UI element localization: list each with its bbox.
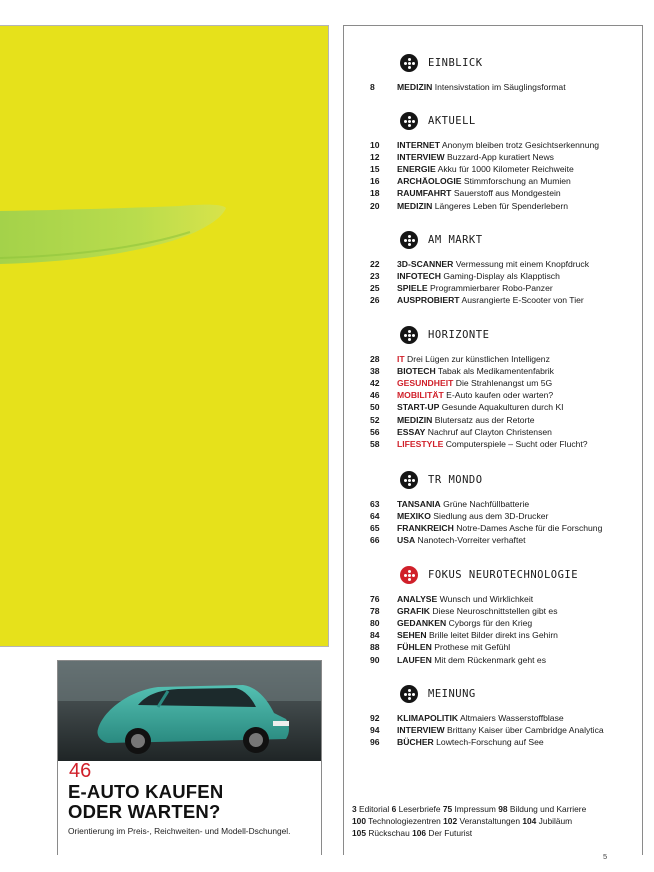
section-header (400, 325, 489, 345)
toc-entry[interactable] (344, 712, 642, 724)
toc-entry-text (397, 605, 558, 617)
toc-entry-text (397, 294, 584, 306)
section-header (400, 470, 483, 490)
toc-entry-page: 26 (370, 295, 380, 306)
toc-entry[interactable] (344, 617, 642, 629)
toc-entry-page: 42 (370, 378, 380, 389)
misc-index-line-2 (352, 815, 572, 827)
section-dots-icon (400, 566, 418, 584)
toc-entry-text (397, 139, 599, 151)
toc-entry-text (397, 654, 546, 666)
toc-entry-text (397, 81, 566, 93)
misc-page-number: 6 (391, 804, 397, 814)
toc-entry-page: 12 (370, 152, 380, 163)
toc-entry-text (397, 200, 568, 212)
toc-entry[interactable] (344, 593, 642, 605)
misc-item-label: Jubiläum (538, 816, 573, 826)
toc-entry-page: 56 (370, 426, 380, 437)
section-header (400, 684, 476, 704)
toc-entry-keyword: MEXIKO (397, 511, 431, 522)
section-title: MEINUNG (428, 688, 476, 700)
surfboard-illustration (0, 26, 329, 647)
toc-entry-text (397, 175, 571, 187)
toc-entry-page: 94 (370, 725, 380, 736)
section-title: TR MONDO (428, 474, 483, 486)
toc-entry-keyword: INTERVIEW (397, 152, 445, 163)
toc-entry-keyword: FRANKREICH (397, 523, 454, 534)
toc-entry-text (397, 163, 574, 175)
misc-page-number: 104 (522, 816, 537, 826)
feature-page-number: 46 (69, 760, 92, 782)
toc-entry-page: 52 (370, 414, 380, 425)
toc-entry-keyword: MEDIZIN (397, 414, 433, 425)
toc-entry[interactable] (344, 510, 642, 522)
toc-entry-title: Grüne Nachfüllbatterie (443, 499, 530, 509)
toc-entry[interactable] (344, 294, 642, 306)
toc-entry-text (397, 389, 553, 401)
toc-entry-title: Brille leitet Bilder direkt ins Gehirn (429, 630, 558, 641)
feature-title[interactable]: E-AUTO KAUFEN ODER WARTEN? (68, 781, 224, 822)
toc-entry-keyword: ANALYSE (397, 594, 438, 604)
section-title: FOKUS NEUROTECHNOLOGIE (428, 569, 579, 581)
toc-entry-text (397, 736, 544, 748)
toc-entry-page: 76 (370, 594, 380, 604)
misc-page-number: 75 (442, 804, 453, 814)
toc-entry[interactable] (344, 534, 642, 546)
toc-entry-title: Anonym bleiben trotz Gesichtserkennung (441, 140, 600, 150)
toc-entry[interactable] (344, 365, 642, 377)
toc-entry-title: Gaming-Display als Klapptisch (443, 271, 560, 282)
toc-entry-page: 28 (370, 354, 380, 364)
toc-entry-keyword: IT (397, 354, 405, 364)
toc-entry-keyword: TANSANIA (397, 499, 441, 509)
toc-entry[interactable] (344, 641, 642, 653)
section-dots-icon (400, 54, 418, 72)
misc-page-number: 98 (498, 804, 508, 814)
toc-entry[interactable] (344, 175, 642, 187)
toc-entry-text (397, 414, 535, 426)
toc-entry-title: Cyborgs für den Krieg (448, 618, 533, 629)
toc-entry-page: 25 (370, 283, 380, 294)
toc-entry-keyword: FÜHLEN (397, 642, 432, 653)
section-title: AM MARKT (428, 234, 483, 246)
toc-entry-text (397, 377, 552, 389)
misc-page-number: 106 (412, 828, 427, 838)
toc-entry-title: Drei Lügen zur künstlichen Intelligenz (407, 354, 550, 364)
toc-entry-keyword: ARCHÄOLOGIE (397, 176, 462, 187)
toc-entry-page: 46 (370, 390, 380, 401)
toc-entry-title: Längeres Leben für Spenderlebern (434, 200, 569, 211)
toc-entry-text (397, 282, 553, 294)
toc-entry-page: 96 (370, 737, 380, 748)
toc-entry-keyword: START-UP (397, 402, 440, 413)
toc-entry[interactable] (344, 414, 642, 426)
feature-car-photo (58, 661, 322, 761)
misc-item-label: Rückschau (368, 828, 410, 838)
toc-entry-keyword: ESSAY (397, 426, 426, 437)
toc-entry-keyword: GEDANKEN (397, 618, 447, 629)
toc-entry[interactable] (344, 163, 642, 175)
toc-entry[interactable] (344, 187, 642, 199)
toc-entry[interactable] (344, 401, 642, 413)
toc-entry-page: 88 (370, 642, 380, 653)
toc-entry[interactable] (344, 736, 642, 748)
toc-entry-title: Nachruf auf Clayton Christensen (427, 426, 552, 437)
toc-entry[interactable] (344, 426, 642, 438)
misc-page-number: 3 (352, 804, 357, 814)
toc-entry-page: 20 (370, 200, 380, 211)
toc-entry-page: 22 (370, 259, 380, 269)
misc-item-label: Leserbriefe (398, 804, 441, 814)
misc-index-line-1 (352, 803, 586, 815)
toc-entry-page: 92 (370, 713, 380, 723)
table-of-contents (343, 25, 643, 855)
toc-entry-keyword: LAUFEN (397, 654, 432, 665)
toc-entry[interactable] (344, 139, 642, 151)
toc-entry-title: Tabak als Medikamentenfabrik (437, 366, 554, 377)
toc-entry[interactable] (344, 377, 642, 389)
toc-entry-keyword: INTERVIEW (397, 725, 445, 736)
misc-index-line-3 (352, 827, 472, 839)
toc-entry-title: Prothese mit Gefühl (434, 642, 511, 653)
toc-entry-keyword: RAUMFAHRT (397, 188, 452, 199)
toc-entry-text (397, 641, 510, 653)
toc-entry[interactable] (344, 200, 642, 212)
toc-entry-text (397, 617, 532, 629)
toc-entry-text (397, 365, 554, 377)
toc-entry-title: Notre-Dames Asche für die Forschung (456, 523, 603, 534)
toc-entry-text (397, 629, 558, 641)
toc-entry[interactable] (344, 353, 642, 365)
toc-entry-keyword: MEDIZIN (397, 82, 433, 92)
toc-entry-text (397, 151, 554, 163)
toc-entry-keyword: GRAFIK (397, 606, 430, 617)
section-dots-icon (400, 326, 418, 344)
feature-subtitle: Orientierung im Preis-, Reichweiten- und Modell-Dschungel. (68, 826, 291, 836)
toc-entry-page: 10 (370, 140, 380, 150)
toc-entry-title: Akku für 1000 Kilometer Reichweite (437, 164, 574, 175)
toc-entry-title: Lowtech-Forschung auf See (436, 737, 544, 748)
toc-entry-title: Gesunde Aquakulturen durch KI (441, 402, 564, 413)
toc-entry-page: 65 (370, 523, 380, 534)
misc-page-number: 100 (352, 816, 366, 826)
toc-entry-page: 38 (370, 366, 380, 377)
toc-entry-keyword: BÜCHER (397, 737, 434, 748)
misc-item-label: Veranstaltungen (459, 816, 520, 826)
toc-entry-page: 15 (370, 164, 380, 175)
toc-entry-keyword: AUSPROBIERT (397, 295, 460, 306)
toc-entry-title: Programmierbarer Robo-Panzer (429, 283, 553, 294)
toc-entry-page: 50 (370, 402, 380, 413)
toc-entry-page: 84 (370, 630, 380, 641)
toc-entry-text (397, 510, 548, 522)
toc-entry-title: Vermessung mit einem Knopfdruck (455, 259, 590, 269)
toc-entry[interactable] (344, 724, 642, 736)
toc-entry-page: 80 (370, 618, 380, 629)
toc-entry-title: Sauerstoff aus Mondgestein (453, 188, 561, 199)
toc-entry-keyword: MEDIZIN (397, 200, 433, 211)
toc-entry-keyword: BIOTECH (397, 366, 436, 377)
toc-entry-keyword: ENERGIE (397, 164, 436, 175)
toc-entry-text (397, 498, 529, 510)
toc-entry[interactable] (344, 438, 642, 450)
toc-entry[interactable] (344, 258, 642, 270)
toc-entry-text (397, 270, 560, 282)
toc-entry-keyword: SPIELE (397, 283, 428, 294)
misc-item-label: Bildung und Karriere (509, 804, 587, 814)
toc-entry-title: Mit dem Rückenmark geht es (434, 654, 547, 665)
section-title: HORIZONTE (428, 329, 490, 341)
misc-page-number: 102 (443, 816, 458, 826)
toc-entry-keyword: INTERNET (397, 140, 440, 150)
toc-entry-page: 23 (370, 271, 380, 282)
toc-entry-title: Die Strahlenangst um 5G (455, 378, 553, 389)
toc-entry-text (397, 712, 564, 724)
toc-entry[interactable] (344, 151, 642, 163)
toc-entry-page: 66 (370, 535, 380, 546)
toc-entry[interactable] (344, 654, 642, 666)
section-header (400, 565, 578, 585)
toc-entry-text (397, 534, 526, 546)
toc-entry-keyword: GESUNDHEIT (397, 378, 454, 389)
toc-entry-title: Siedlung aus dem 3D-Drucker (433, 511, 549, 522)
toc-entry[interactable] (344, 629, 642, 641)
toc-entry[interactable] (344, 270, 642, 282)
toc-entry-title: Nanotech-Vorreiter verhaftet (417, 535, 526, 546)
toc-entry-page: 58 (370, 438, 380, 449)
section-title: AKTUELL (428, 115, 476, 127)
toc-entry-page: 90 (370, 654, 380, 665)
toc-entry-keyword: USA (397, 535, 416, 546)
toc-entry-title: Wunsch und Wirklichkeit (439, 594, 534, 604)
section-header (400, 230, 483, 250)
toc-entry-keyword: KLIMAPOLITIK (397, 713, 459, 723)
toc-entry-title: Altmaiers Wasserstoffblase (460, 713, 564, 723)
toc-entry[interactable] (344, 81, 642, 93)
section-dots-icon (400, 685, 418, 703)
toc-entry-text (397, 724, 604, 736)
section-header (400, 111, 476, 131)
toc-entry-page: 8 (370, 82, 375, 92)
toc-entry-title: Buzzard-App kuratiert News (446, 152, 554, 163)
toc-entry-text (397, 258, 589, 270)
misc-item-label: Der Futurist (428, 828, 473, 838)
toc-entry-title: Blutersatz aus der Retorte (434, 414, 535, 425)
section-dots-icon (400, 231, 418, 249)
toc-entry-title: Intensivstation im Säuglingsformat (434, 82, 566, 92)
toc-entry[interactable] (344, 282, 642, 294)
toc-entry-title: Ausrangierte E-Scooter von Tier (461, 295, 584, 306)
section-dots-icon (400, 112, 418, 130)
misc-item-label: Technologiezentren (368, 816, 441, 826)
toc-entry-page: 63 (370, 499, 380, 509)
toc-entry-title: E-Auto kaufen oder warten? (446, 390, 554, 401)
toc-entry-keyword: SEHEN (397, 630, 427, 641)
toc-entry[interactable] (344, 522, 642, 534)
toc-entry-keyword: LIFESTYLE (397, 438, 444, 449)
section-header (400, 53, 483, 73)
toc-entry-keyword: MOBILITÄT (397, 390, 444, 401)
section-title: EINBLICK (428, 57, 483, 69)
cover-image-yellow (0, 25, 329, 647)
toc-entry[interactable] (344, 498, 642, 510)
section-dots-icon (400, 471, 418, 489)
toc-entry-page: 78 (370, 606, 380, 617)
toc-entry-text (397, 187, 561, 199)
toc-entry-page: 18 (370, 188, 380, 199)
toc-entry-text (397, 426, 552, 438)
toc-entry-title: Stimmforschung an Mumien (463, 176, 571, 187)
toc-entry-text (397, 593, 533, 605)
toc-entry-title: Diese Neuroschnittstellen gibt es (432, 606, 558, 617)
toc-entry-keyword: 3D-SCANNER (397, 259, 454, 269)
toc-entry[interactable] (344, 389, 642, 401)
toc-entry-text (397, 522, 602, 534)
toc-entry-page: 64 (370, 511, 380, 522)
misc-item-label: Impressum (454, 804, 496, 814)
toc-entry-keyword: INFOTECH (397, 271, 441, 282)
toc-entry-text (397, 353, 550, 365)
misc-page-number: 105 (352, 828, 366, 838)
toc-entry[interactable] (344, 605, 642, 617)
toc-entry-page: 16 (370, 176, 380, 187)
misc-item-label: Editorial (359, 804, 390, 814)
toc-entry-title: Brittany Kaiser über Cambridge Analytica (446, 725, 604, 736)
toc-entry-text (397, 438, 588, 450)
toc-entry-title: Computerspiele – Sucht oder Flucht? (445, 438, 588, 449)
page-number: 5 (603, 852, 608, 861)
toc-entry-text (397, 401, 564, 413)
